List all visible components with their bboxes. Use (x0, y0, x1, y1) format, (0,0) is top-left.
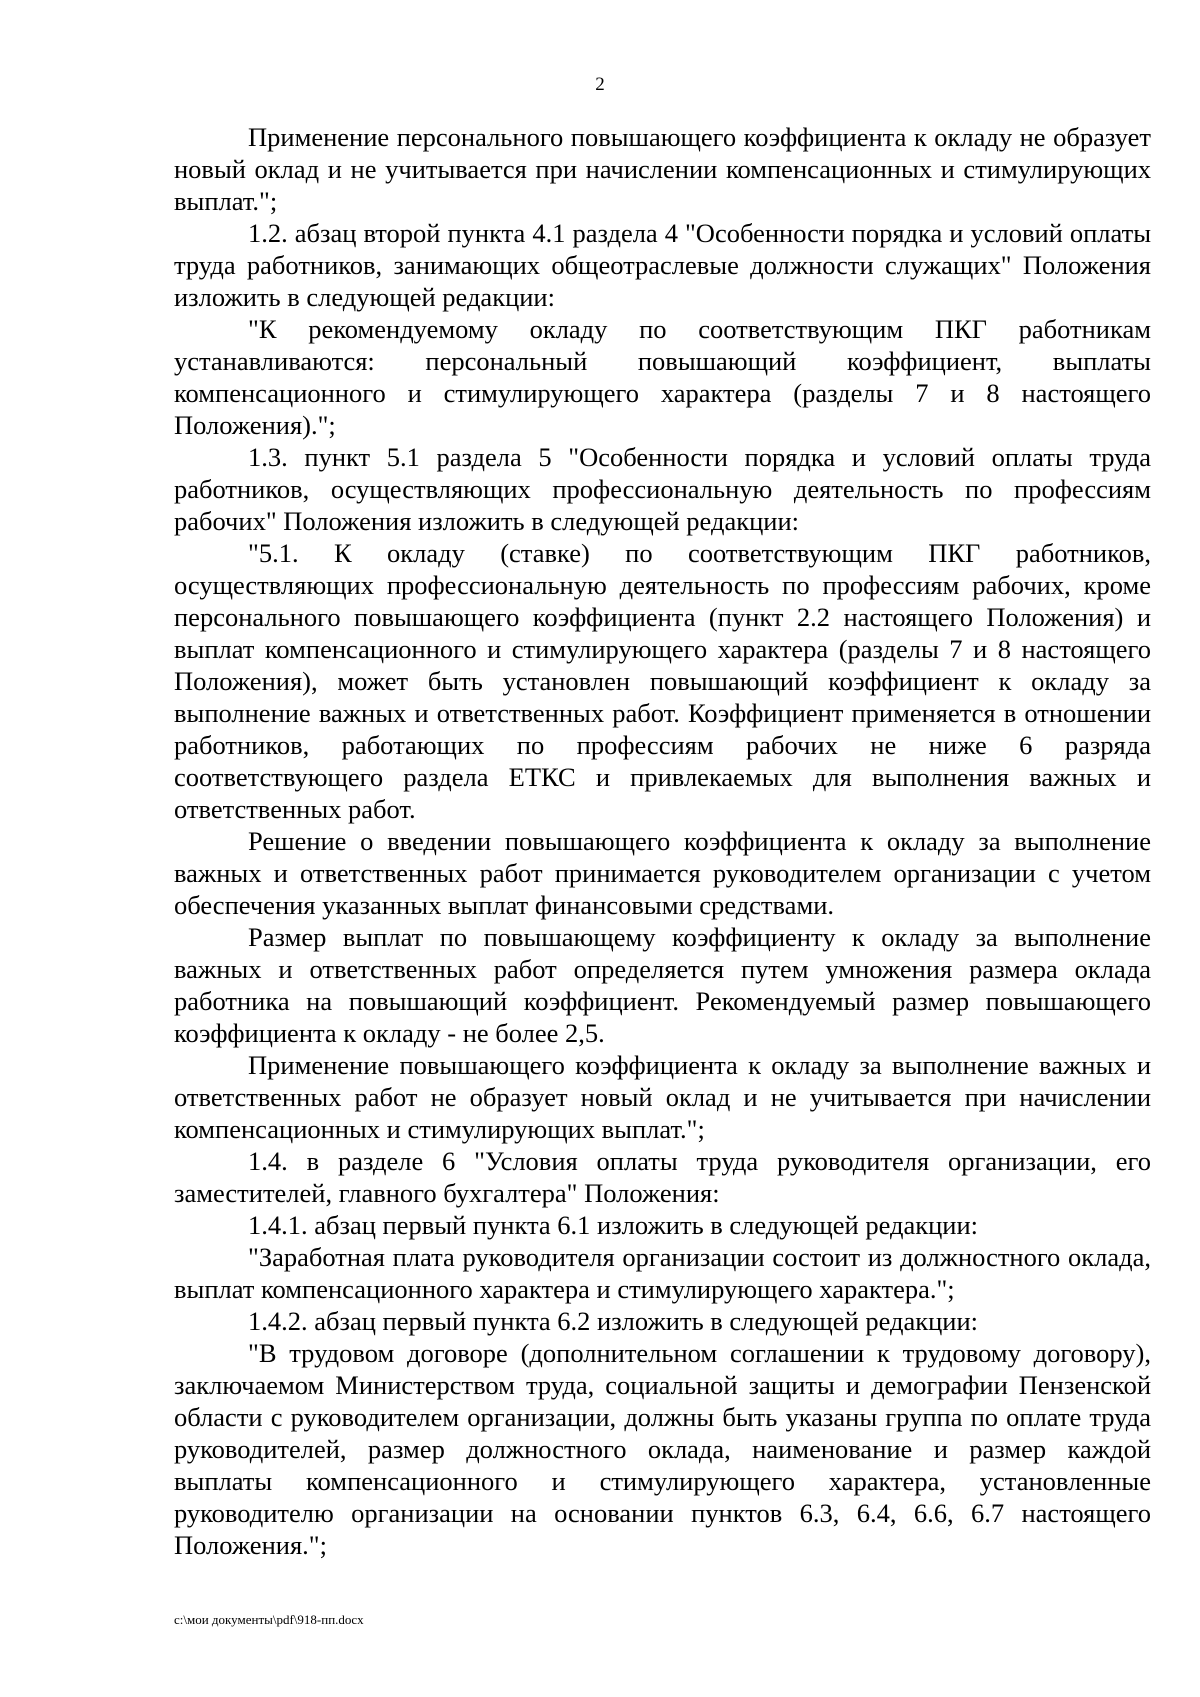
paragraph: "Заработная плата руководителя организации состоит из должностного оклада, выплат компенсационного характера и стимулирующего характера."; (174, 1242, 1151, 1304)
paragraph: Решение о введении повышающего коэффициента к окладу за выполнение важных и ответственных работ принимается руководителем организации с учетом обеспечения указанных выплат финансовыми средствами. (174, 826, 1151, 920)
paragraph: 1.4.1. абзац первый пункта 6.1 изложить в следующей редакции: (248, 1210, 979, 1240)
paragraph: "К рекомендуемому окладу по соответствующим ПКГ работникам устанавливаются: персональный повышающий коэффициент, выплаты компенсационного и стимулирующего характера (разделы 7 и 8 настоящего Положения)."; (174, 314, 1151, 440)
paragraph: "5.1. К окладу (ставке) по соответствующим ПКГ работников, осуществляющих профессиональную деятельность по профессиям рабочих, кроме персонального повышающего коэффициента (пункт 2.2 настоящего Положения) и выплат компенсационного и стимулирующего характера (разделы 7 и 8 настоящего Положения), может быть установлен повышающий коэффициент к окладу за выполнение важных и ответственных работ. Коэффициент применяется в отношении работников, работающих по профессиям рабочих не ниже 6 разряда соответствующего раздела ЕТКС и привлекаемых для выполнения важных и ответственных работ. (174, 538, 1151, 824)
paragraph: 1.2. абзац второй пункта 4.1 раздела 4 "Особенности порядка и условий оплаты труда работников, занимающих общеотраслевые должности служащих" Положения изложить в следующей редакции: (174, 218, 1151, 312)
paragraph: 1.4.2. абзац первый пункта 6.2 изложить в следующей редакции: (248, 1306, 979, 1336)
paragraph: 1.4. в разделе 6 "Условия оплаты труда руководителя организации, его заместителей, главного бухгалтера" Положения: (174, 1146, 1151, 1208)
paragraph: 1.3. пункт 5.1 раздела 5 "Особенности порядка и условий оплаты труда работников, осуществляющих профессиональную деятельность по профессиям рабочих" Положения изложить в следующей редакции: (174, 442, 1151, 536)
paragraph: Применение персонального повышающего коэффициента к окладу не образует новый оклад и не учитывается при начислении компенсационных и стимулирующих выплат."; (174, 122, 1151, 216)
document-body (174, 121, 1151, 1561)
paragraph: Размер выплат по повышающему коэффициенту к окладу за выполнение важных и ответственных работ определяется путем умножения размера оклада работника на повышающий коэффициент. Рекомендуемый размер повышающего коэффициента к окладу - не более 2,5. (174, 922, 1151, 1048)
page-number: 2 (595, 74, 605, 95)
paragraph: Применение повышающего коэффициента к окладу за выполнение важных и ответственных работ не образует новый оклад и не учитывается при начислении компенсационных и стимулирующих выплат."; (174, 1050, 1151, 1144)
paragraph: "В трудовом договоре (дополнительном соглашении к трудовому договору), заключаемом Министерством труда, социальной защиты и демографии Пензенской области с руководителем организации, должны быть указаны группа по оплате труда руководителей, размер должностного оклада, наименование и размер каждой выплаты компенсационного и стимулирующего характера, установленные руководителю организации на основании пунктов 6.3, 6.4, 6.6, 6.7 настоящего Положения."; (174, 1338, 1151, 1560)
footer-file-path: c:\мои документы\pdf\918-пп.docx (174, 1612, 364, 1627)
